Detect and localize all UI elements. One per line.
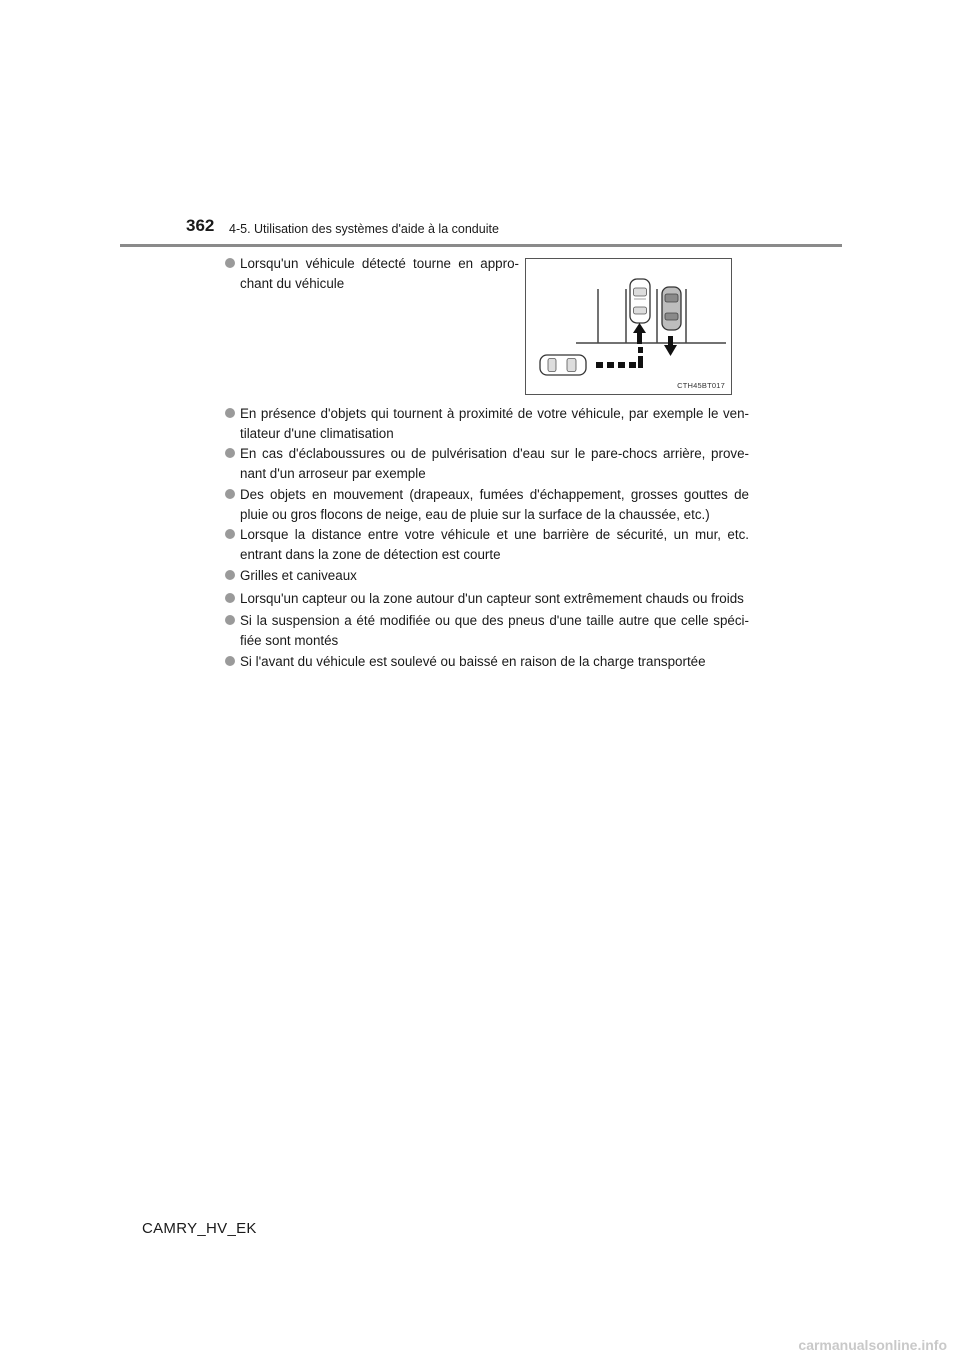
bullet-text: Grilles et caniveaux — [240, 568, 357, 583]
car-exiting-icon — [630, 279, 650, 323]
model-code: CAMRY_HV_EK — [142, 1220, 257, 1237]
car-parked-icon — [662, 287, 681, 330]
bullet-dot-icon — [225, 408, 235, 418]
car-approaching-icon — [540, 355, 586, 375]
bullet-item — [225, 525, 749, 565]
dotted-path — [596, 347, 643, 368]
bullet-text: Lorsqu'un capteur ou la zone autour d'un capteur sont extrêmement chauds ou froids — [240, 591, 744, 606]
bullet-item — [225, 404, 749, 444]
arrow-up-icon — [633, 323, 646, 344]
page-number: 362 — [186, 216, 215, 235]
bullet-text: Si la suspension a été modifiée ou que des pneus d'une taille autre que celle spéci-fiée sont montés — [240, 613, 749, 648]
header-rule — [120, 244, 842, 247]
figure-code: CTH45BT017 — [677, 381, 725, 390]
bullet-text: En cas d'éclaboussures ou de pulvérisation d'eau sur le pare-chocs arrière, prove-nant d'un arroseur par exemple — [240, 446, 749, 481]
parking-illustration — [525, 258, 732, 395]
bullet-text: En présence d'objets qui tournent à proximité de votre véhicule, par exemple le ven-tilateur d'une climatisation — [240, 406, 749, 441]
watermark: carmanualsonline.info — [798, 1337, 947, 1353]
bullet-item — [225, 485, 749, 525]
bullet-text: Lorsqu'un véhicule détecté tourne en appro-chant du véhicule — [240, 256, 519, 291]
bullet-text: Lorsque la distance entre votre véhicule et une barrière de sécurité, un mur, etc. entrant dans la zone de détection est courte — [240, 527, 749, 562]
bullet-dot-icon — [225, 593, 235, 603]
bullet-dot-icon — [225, 656, 235, 666]
section-title: 4-5. Utilisation des systèmes d'aide à la conduite — [229, 222, 499, 236]
parking-diagram — [526, 259, 731, 394]
bullet-dot-icon — [225, 529, 235, 539]
bullet-text: Des objets en mouvement (drapeaux, fumées d'échappement, grosses gouttes de pluie ou gros flocons de neige, eau de pluie sur la surface de la chaussée, etc.) — [240, 487, 749, 522]
bullet-dot-icon — [225, 448, 235, 458]
bullet-dot-icon — [225, 570, 235, 580]
bullet-item — [225, 652, 755, 672]
bullet-item — [225, 589, 755, 609]
bullet-item — [225, 254, 519, 294]
arrow-down-icon — [664, 336, 677, 356]
bullet-dot-icon — [225, 615, 235, 625]
bullet-item — [225, 611, 749, 651]
bullet-dot-icon — [225, 489, 235, 499]
bullet-item — [225, 444, 749, 484]
bullet-dot-icon — [225, 258, 235, 268]
bullet-item — [225, 566, 749, 586]
bullet-text: Si l'avant du véhicule est soulevé ou baissé en raison de la charge transportée — [240, 654, 706, 669]
